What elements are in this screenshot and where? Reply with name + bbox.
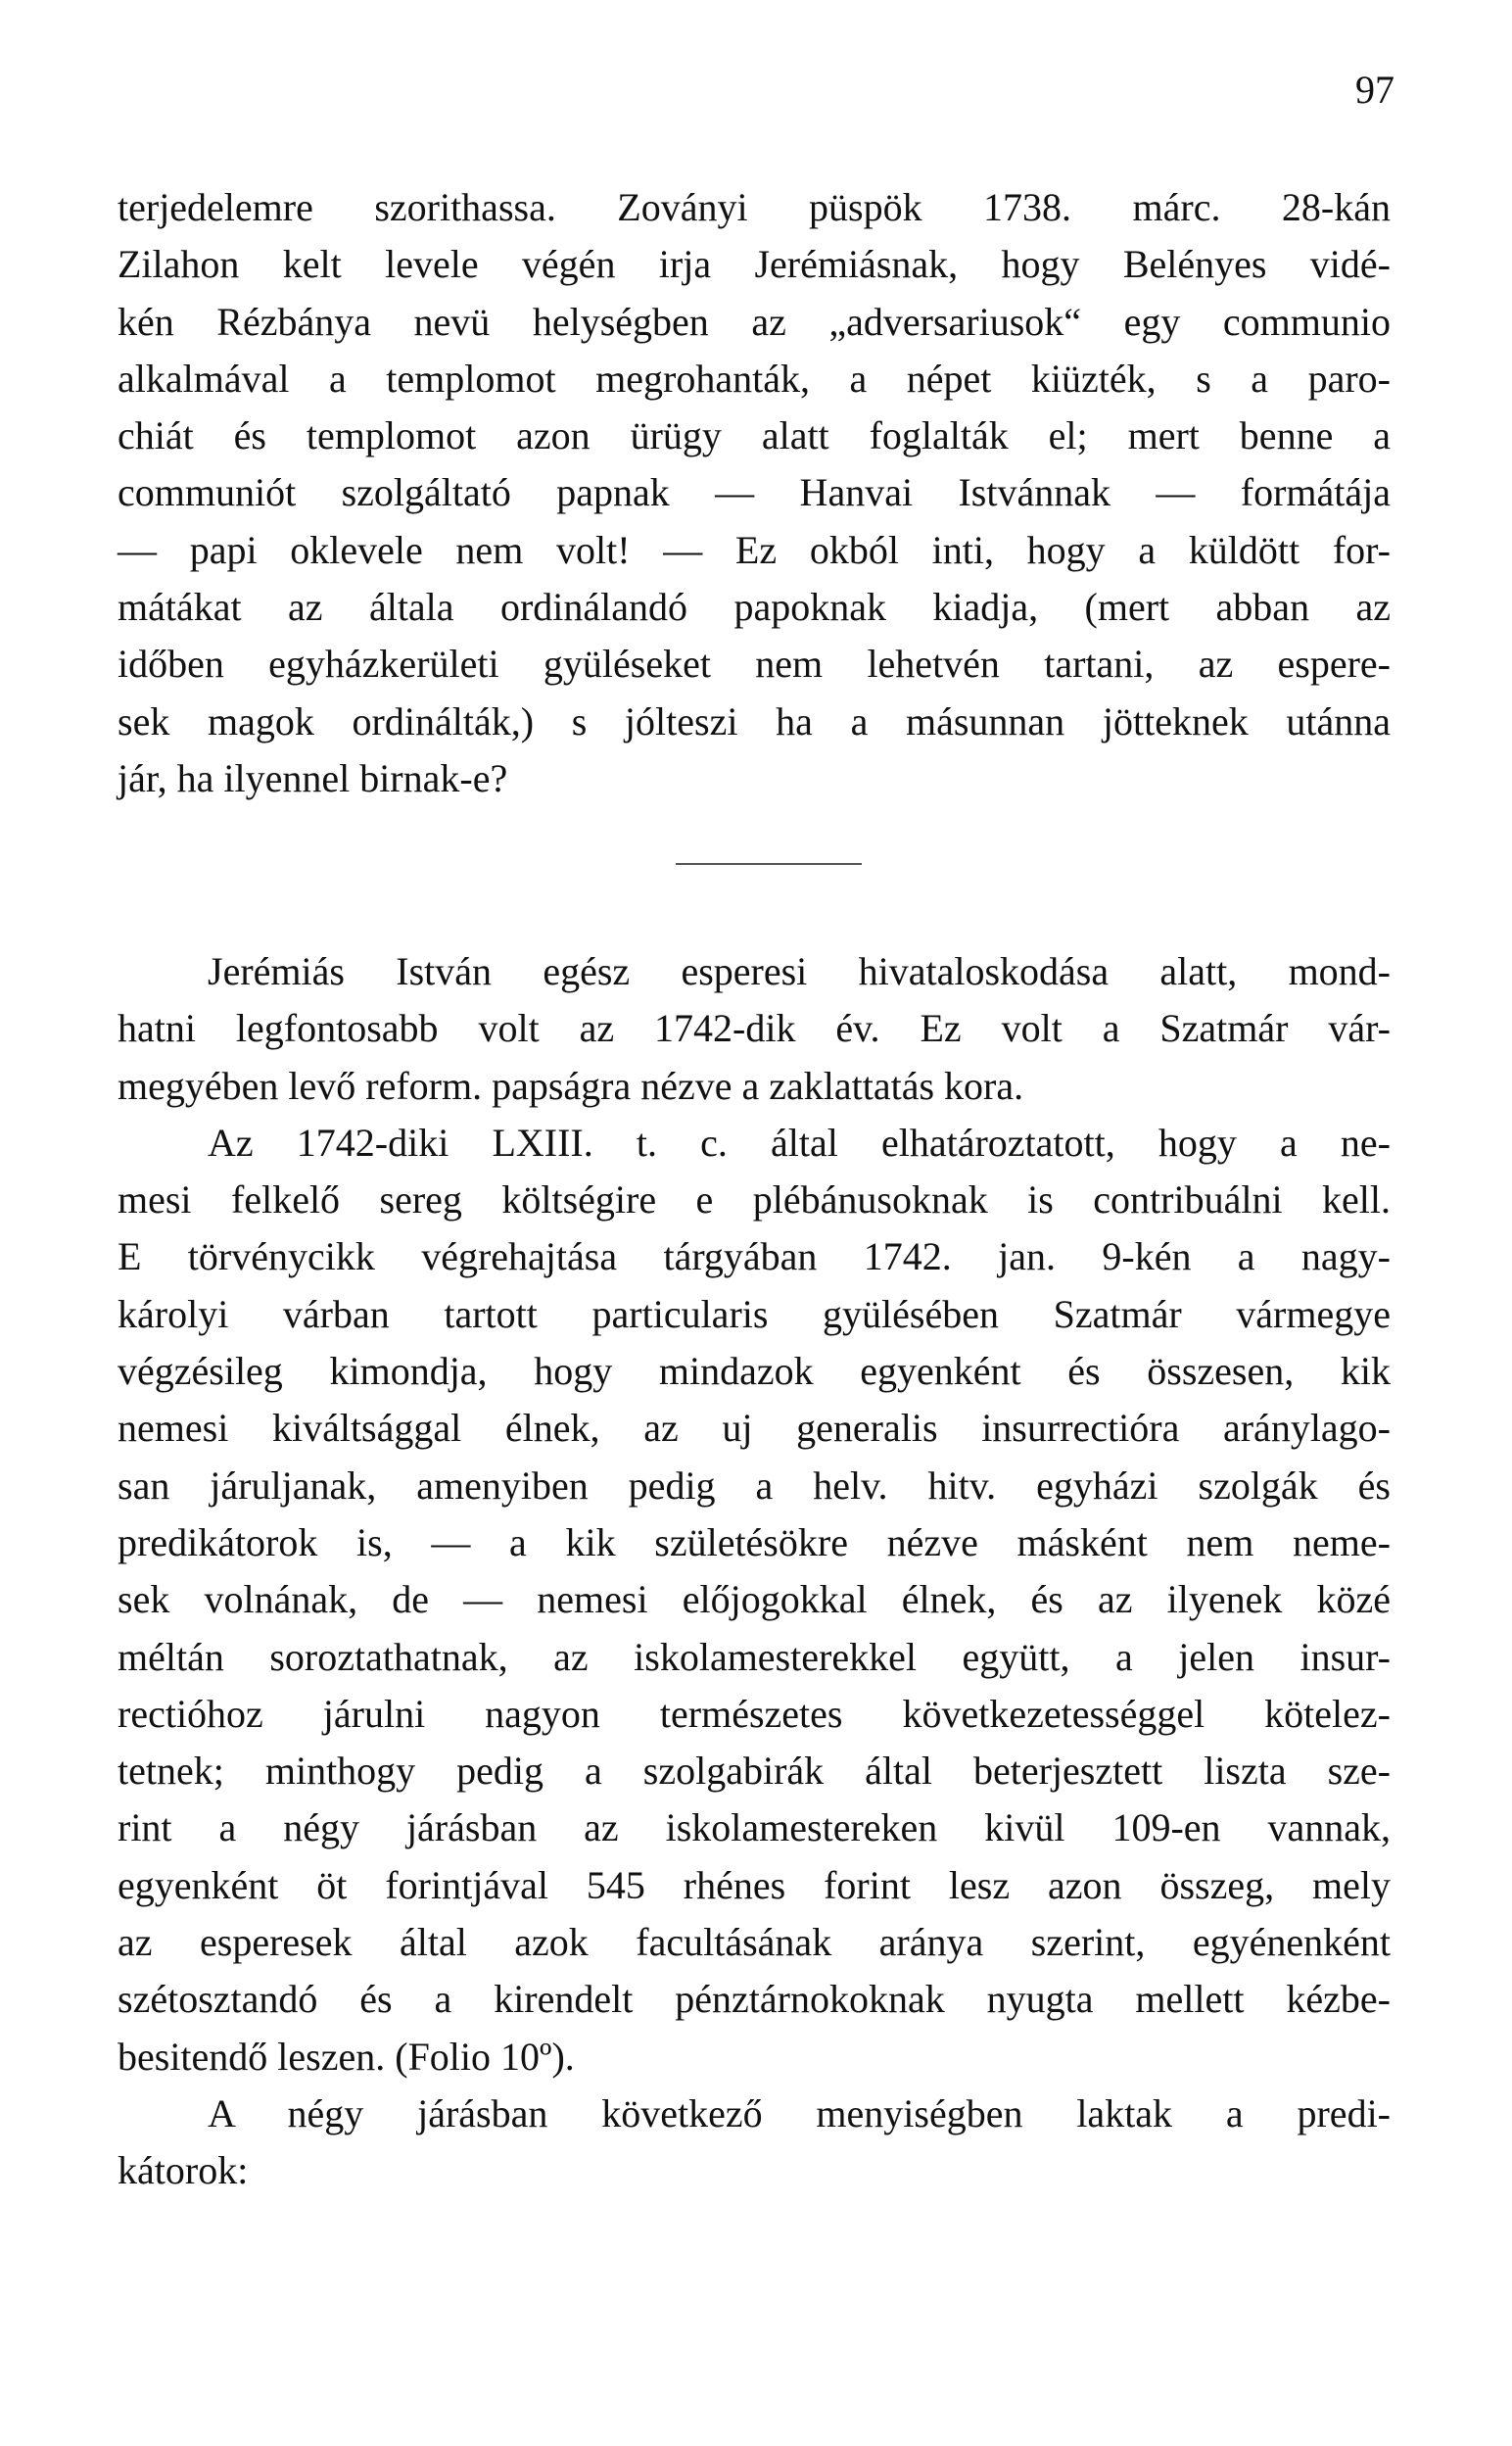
text-line: san járuljanak, amenyiben pedig a helv. hitv. egyházi szolgák és: [118, 1463, 1391, 1508]
text-line: kátorok:: [118, 2148, 249, 2193]
text-line: jár, ha ilyennel birnak-e?: [118, 755, 508, 800]
text-line: predikátorok is, — a kik születésökre nézve másként nem neme-: [118, 1519, 1391, 1564]
text-line: communiót szolgáltató papnak — Hanvai Istvánnak — formátája: [118, 470, 1391, 515]
text-line: alkalmával a templomot megrohanták, a népet kiüzték, s a paro-: [118, 356, 1391, 401]
text-line: sek volnának, de — nemesi előjogokkal élnek, és az ilyenek közé: [118, 1577, 1391, 1622]
text-line: tetnek; minthogy pedig a szolgabirák által beterjesztett liszta sze-: [118, 1749, 1391, 1794]
text-line: A négy járásban következő menyiségben laktak a predi-: [208, 2090, 1391, 2135]
text-line: megyében levő reform. papságra nézve a zaklattatás kora.: [118, 1063, 1024, 1108]
text-line: Az 1742-diki LXIII. t. c. által elhatároztatott, hogy a ne-: [208, 1120, 1391, 1165]
text-line: besitendő leszen. (Folio 10º).: [118, 2034, 575, 2079]
text-line: — papi oklevele nem volt! — Ez okból inti, hogy a küldött for-: [118, 527, 1391, 572]
text-line: Zilahon kelt levele végén irja Jerémiásnak, hogy Belényes vidé-: [118, 242, 1391, 287]
section-divider: [676, 863, 862, 865]
paragraph-2: [118, 943, 1391, 1115]
text-line: kén Rézbánya nevü helységben az „adversariusok“ egy communio: [118, 299, 1391, 344]
body-text: [118, 943, 1391, 2200]
text-line: E törvénycikk végrehajtása tárgyában 1742. jan. 9-kén a nagy-: [118, 1234, 1391, 1279]
text-line: chiát és templomot azon ürügy alatt foglalták el; mert benne a: [118, 413, 1391, 458]
paragraph-4: [118, 2086, 1391, 2200]
text-line: az esperesek által azok facultásának aránya szerint, egyénenként: [118, 1920, 1391, 1965]
text-line: rectióhoz járulni nagyon természetes következetességgel kötelez-: [118, 1691, 1391, 1736]
paragraph-3: [118, 1115, 1391, 2086]
text-line: időben egyházkerületi gyüléseket nem lehetvén tartani, az espere-: [118, 642, 1391, 687]
paragraph-1: [118, 179, 1391, 807]
text-line: végzésileg kimondja, hogy mindazok egyenként és összesen, kik: [118, 1349, 1391, 1394]
text-line: egyenként öt forintjával 545 rhénes forint lesz azon összeg, mely: [118, 1862, 1391, 1907]
text-line: terjedelemre szorithassa. Zoványi püspök 1738. márc. 28-kán: [118, 185, 1391, 229]
text-line: hatni legfontosabb volt az 1742-dik év. Ez volt a Szatmár vár-: [118, 1006, 1391, 1051]
page-number: 97: [1355, 68, 1394, 112]
text-line: szétosztandó és a kirendelt pénztárnokoknak nyugta mellett kézbe-: [118, 1977, 1391, 2022]
text-line: méltán soroztathatnak, az iskolamesterekkel együtt, a jelen insur-: [118, 1634, 1391, 1679]
text-line: nemesi kiváltsággal élnek, az uj generalis insurrectióra aránylago-: [118, 1406, 1391, 1451]
text-line: rint a négy járásban az iskolamestereken kivül 109-en vannak,: [118, 1805, 1391, 1850]
text-line: Jerémiás István egész esperesi hivataloskodása alatt, mond-: [208, 949, 1391, 993]
text-line: sek magok ordinálták,) s jólteszi ha a másunnan jötteknek utánna: [118, 698, 1391, 743]
text-line: mesi felkelő sereg költségire e plébánusoknak is contribuálni kell.: [118, 1177, 1391, 1223]
text-line: mátákat az általa ordinálandó papoknak kiadja, (mert abban az: [118, 585, 1391, 630]
text-line: károlyi várban tartott particularis gyülésében Szatmár vármegye: [118, 1291, 1391, 1336]
